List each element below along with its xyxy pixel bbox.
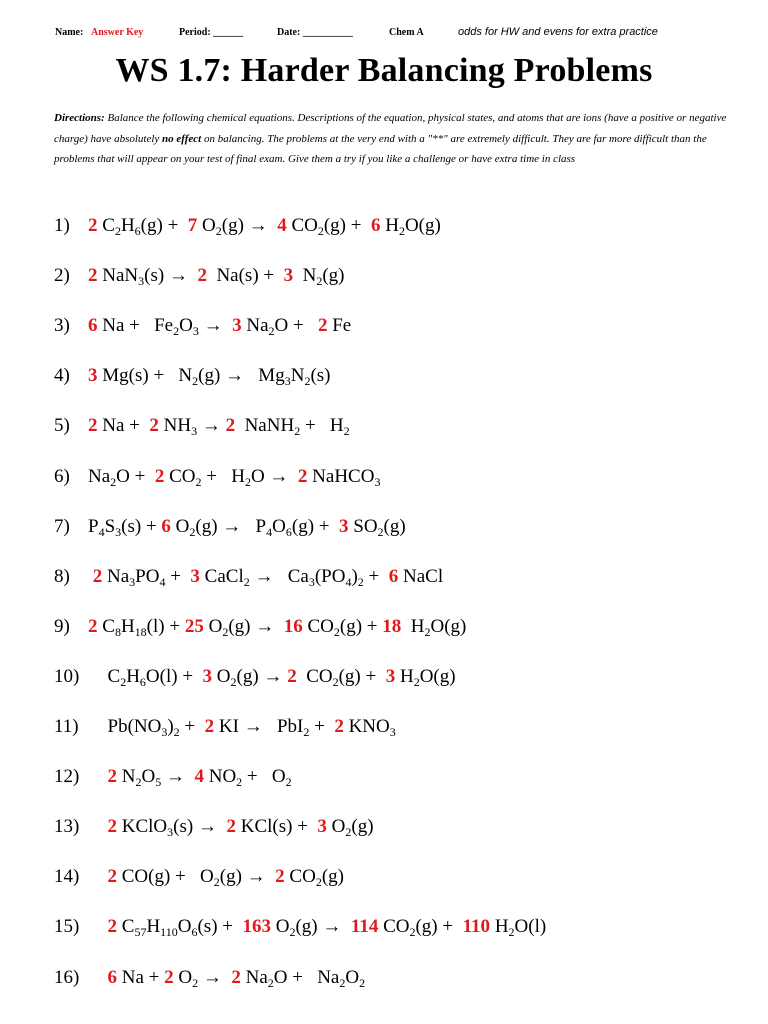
problem-6 bbox=[54, 462, 754, 492]
subscript: 2 bbox=[189, 524, 196, 539]
problem-number: 1) bbox=[54, 215, 70, 236]
formula-text: Na bbox=[240, 966, 268, 988]
coefficient: 3 bbox=[385, 665, 396, 687]
coefficient: 2 bbox=[92, 565, 103, 587]
equation bbox=[88, 566, 443, 587]
problem-1 bbox=[54, 211, 754, 241]
problem-4 bbox=[54, 361, 754, 391]
formula-text: → Ca bbox=[249, 565, 309, 587]
subscript: 4 bbox=[159, 574, 166, 589]
formula-text: (g) → bbox=[295, 916, 351, 938]
formula-text: CO bbox=[296, 665, 333, 687]
formula-text: + bbox=[309, 716, 335, 737]
coefficient: 2 bbox=[88, 615, 98, 637]
coefficient: 2 bbox=[317, 315, 328, 337]
coefficient: 114 bbox=[350, 916, 379, 938]
subscript: 18 bbox=[134, 624, 147, 639]
formula-text: H bbox=[120, 215, 135, 236]
subscript: 2 bbox=[244, 474, 251, 489]
coefficient: 3 bbox=[190, 565, 200, 587]
formula-text: NaNH bbox=[235, 415, 295, 437]
subscript: 6 bbox=[285, 524, 292, 539]
formula-text: O(g) bbox=[419, 665, 456, 687]
formula-text: H bbox=[401, 615, 425, 637]
formula-text bbox=[98, 816, 108, 837]
formula-text: → bbox=[198, 315, 233, 337]
formula-text: O(l) bbox=[514, 916, 547, 938]
formula-text bbox=[98, 766, 108, 787]
problem-2 bbox=[54, 261, 754, 291]
formula-text: (s) → bbox=[173, 816, 227, 838]
formula-text: (l) + bbox=[146, 615, 185, 637]
coefficient: 2 bbox=[297, 465, 308, 487]
subscript: 2 bbox=[377, 524, 384, 539]
coefficient: 2 bbox=[88, 265, 98, 287]
formula-text: KNO bbox=[343, 716, 390, 737]
subscript: 3 bbox=[284, 374, 291, 389]
formula-text: (g) → bbox=[228, 615, 284, 637]
problem-number: 14) bbox=[54, 866, 80, 888]
subscript: 4 bbox=[98, 524, 105, 539]
worksheet-title: WS 1.7: Harder Balancing Problems bbox=[115, 52, 653, 89]
coefficient: 6 bbox=[88, 315, 98, 337]
formula-text: CO bbox=[286, 215, 318, 236]
subscript: 2 bbox=[195, 474, 202, 489]
formula-text: O bbox=[270, 916, 290, 938]
coefficient: 16 bbox=[283, 615, 303, 637]
formula-text: NaN bbox=[97, 265, 139, 287]
formula-text: O bbox=[326, 816, 346, 838]
formula-text: H bbox=[126, 665, 140, 687]
formula-text: (s) + bbox=[121, 515, 162, 537]
subscript: 3 bbox=[161, 725, 168, 739]
equation bbox=[88, 215, 441, 236]
problem-16 bbox=[54, 963, 754, 993]
coefficient: 6 bbox=[370, 215, 381, 236]
formula-text: (g) bbox=[351, 816, 374, 838]
formula-text: O + bbox=[274, 315, 318, 337]
coefficient: 3 bbox=[317, 816, 327, 838]
formula-text: O bbox=[212, 665, 231, 687]
formula-text: KI → PbI bbox=[214, 716, 304, 737]
formula-text: Na(s) + bbox=[206, 265, 284, 287]
formula-text: N bbox=[117, 766, 136, 788]
formula-text: O bbox=[170, 515, 190, 537]
subscript: 2 bbox=[243, 574, 250, 589]
subscript: 3 bbox=[191, 424, 198, 439]
formula-text: O → bbox=[250, 465, 298, 487]
formula-text: CaCl bbox=[199, 565, 244, 587]
formula-text: O bbox=[203, 615, 223, 637]
formula-text: CO bbox=[284, 866, 316, 888]
formula-text: + O bbox=[242, 766, 286, 788]
equation bbox=[98, 766, 292, 790]
subscript: 2 bbox=[345, 825, 352, 840]
problem-12 bbox=[54, 762, 754, 792]
coefficient: 2 bbox=[107, 916, 117, 938]
formula-text: N bbox=[293, 265, 317, 287]
formula-text: (g) bbox=[383, 515, 406, 537]
coefficient: 2 bbox=[287, 665, 297, 687]
coefficient: 2 bbox=[164, 966, 174, 988]
name-label: Name: bbox=[55, 27, 84, 38]
subscript: 2 bbox=[304, 374, 311, 389]
equation bbox=[98, 716, 396, 737]
coefficient: 4 bbox=[277, 215, 287, 236]
formula-text: + H bbox=[300, 415, 344, 437]
coefficient: 25 bbox=[184, 615, 204, 637]
subscript: 57 bbox=[134, 925, 147, 940]
problem-14 bbox=[54, 862, 754, 892]
equation bbox=[88, 516, 406, 537]
coefficient: 6 bbox=[107, 966, 117, 988]
formula-text: + bbox=[165, 565, 191, 587]
formula-text: NaHCO bbox=[307, 465, 375, 487]
coefficient: 110 bbox=[462, 916, 491, 938]
formula-text: O bbox=[345, 966, 360, 988]
problem-number: 13) bbox=[54, 816, 80, 838]
coefficient: 4 bbox=[194, 766, 204, 788]
subscript: 2 bbox=[357, 574, 364, 589]
coefficient: 3 bbox=[339, 515, 349, 537]
subscript: 3 bbox=[115, 524, 122, 539]
formula-text: C bbox=[117, 916, 135, 938]
formula-text: (s) + bbox=[197, 916, 243, 938]
formula-text: KClO bbox=[117, 816, 168, 838]
equation bbox=[98, 666, 456, 687]
subscript: 2 bbox=[236, 775, 243, 790]
formula-text: O(l) + bbox=[145, 665, 203, 687]
directions-emphasis: no effect bbox=[162, 132, 202, 145]
subscript: 6 bbox=[191, 925, 198, 940]
formula-text: ) bbox=[167, 716, 174, 737]
formula-text: (g) + bbox=[323, 215, 371, 236]
formula-text: (g) → bbox=[221, 215, 278, 236]
directions-text-2: on balancing. The problems at the very end with a "**" are extremely difficult. They are far more difficult than the problems that will appear on your test of final exam. Give them a try if you like a challenge or have extra time in class bbox=[54, 132, 707, 165]
formula-text: O bbox=[173, 966, 193, 988]
assignment-note: odds for HW and evens for extra practice bbox=[458, 26, 658, 38]
formula-text: C bbox=[98, 665, 121, 687]
subscript: 4 bbox=[345, 574, 352, 589]
subscript: 2 bbox=[110, 474, 117, 489]
problem-8 bbox=[54, 562, 754, 592]
formula-text: (s) → bbox=[144, 265, 198, 287]
problem-5 bbox=[54, 411, 754, 441]
formula-text: O + Na bbox=[273, 966, 340, 988]
formula-text: H bbox=[120, 615, 135, 637]
subscript: 3 bbox=[129, 574, 136, 589]
formula-text: ) bbox=[351, 565, 358, 587]
subscript: 2 bbox=[359, 975, 366, 990]
coefficient: 2 bbox=[197, 265, 207, 287]
subscript: 2 bbox=[317, 224, 324, 238]
subscript: 2 bbox=[332, 674, 339, 689]
subscript: 6 bbox=[139, 674, 146, 689]
subscript: 2 bbox=[294, 424, 301, 439]
problem-3 bbox=[54, 311, 754, 341]
period-field: Period: ______ bbox=[179, 27, 244, 38]
subscript: 4 bbox=[266, 524, 273, 539]
problem-number: 2) bbox=[54, 265, 70, 287]
subscript: 2 bbox=[316, 274, 323, 289]
formula-text: SO bbox=[348, 515, 378, 537]
formula-text: O bbox=[141, 766, 156, 788]
formula-text: (g) → Mg bbox=[198, 365, 285, 387]
subscript: 5 bbox=[155, 775, 162, 790]
problem-10 bbox=[54, 662, 754, 692]
formula-text: (g) + bbox=[338, 665, 386, 687]
formula-text: CO(g) + O bbox=[117, 866, 214, 888]
subscript: 2 bbox=[339, 975, 346, 990]
formula-text: O(g) bbox=[404, 215, 441, 236]
formula-text: (g) → P bbox=[195, 515, 267, 537]
formula-text: + bbox=[363, 565, 389, 587]
formula-text: → bbox=[197, 415, 226, 437]
coefficient: 3 bbox=[202, 665, 213, 687]
coefficient: 163 bbox=[242, 916, 271, 938]
equation bbox=[88, 466, 380, 487]
formula-text: Fe bbox=[327, 315, 352, 337]
equation bbox=[98, 967, 365, 988]
subscript: 2 bbox=[268, 324, 275, 339]
subscript: 2 bbox=[215, 224, 222, 238]
formula-text: KCl(s) + bbox=[235, 816, 318, 838]
subscript: 2 bbox=[315, 875, 322, 890]
subscript: 2 bbox=[285, 775, 292, 790]
problem-11 bbox=[54, 712, 754, 742]
equation bbox=[98, 866, 344, 890]
coefficient: 2 bbox=[107, 766, 117, 788]
name-value: Answer Key bbox=[91, 27, 144, 38]
equation bbox=[98, 916, 547, 940]
subscript: 2 bbox=[192, 374, 199, 389]
subscript: 2 bbox=[413, 674, 420, 689]
equation bbox=[88, 415, 350, 439]
formula-text: Na bbox=[102, 565, 130, 587]
formula-text: O + bbox=[116, 465, 155, 487]
coefficient: 2 bbox=[225, 415, 236, 437]
formula-text: C bbox=[97, 615, 115, 637]
problem-number: 8) bbox=[54, 565, 70, 587]
subscript: 2 bbox=[173, 725, 180, 739]
formula-text: NaCl bbox=[398, 565, 444, 587]
formula-text: (g) → bbox=[236, 665, 288, 687]
formula-text bbox=[98, 866, 108, 887]
formula-text: C bbox=[97, 215, 115, 236]
problem-number: 7) bbox=[54, 515, 70, 537]
subscript: 3 bbox=[192, 324, 199, 339]
subscript: 2 bbox=[120, 674, 127, 689]
subscript: 3 bbox=[167, 825, 174, 840]
formula-text: H bbox=[380, 215, 399, 236]
coefficient: 2 bbox=[107, 866, 117, 888]
coefficient: 2 bbox=[204, 716, 215, 737]
subscript: 2 bbox=[289, 925, 296, 940]
formula-text: CO bbox=[302, 615, 334, 637]
subscript: 2 bbox=[135, 775, 142, 790]
coefficient: 2 bbox=[88, 215, 98, 236]
subscript: 6 bbox=[134, 224, 141, 238]
formula-text: (g) bbox=[322, 265, 345, 287]
formula-text: NO bbox=[203, 766, 237, 788]
problem-number: 16) bbox=[54, 966, 80, 988]
equation bbox=[88, 616, 466, 637]
subscript: 2 bbox=[114, 224, 121, 238]
subscript: 2 bbox=[303, 725, 310, 739]
problem-number: 5) bbox=[54, 415, 70, 437]
subscript: 2 bbox=[230, 674, 237, 689]
subscript: 2 bbox=[424, 624, 431, 639]
formula-text: NH bbox=[158, 415, 192, 437]
formula-text: (g) + bbox=[140, 215, 188, 236]
coefficient: 18 bbox=[382, 615, 402, 637]
subscript: 2 bbox=[343, 424, 350, 439]
directions-lead: Directions: bbox=[54, 112, 105, 124]
formula-text: → bbox=[198, 966, 232, 988]
subscript: 2 bbox=[213, 875, 220, 890]
formula-text: O bbox=[179, 315, 193, 337]
coefficient: 2 bbox=[231, 966, 241, 988]
subscript: 110 bbox=[160, 925, 178, 940]
formula-text: Na bbox=[88, 465, 111, 487]
date-field: Date: __________ bbox=[277, 27, 353, 38]
subscript: 3 bbox=[374, 474, 381, 489]
problem-13 bbox=[54, 812, 754, 842]
problem-number: 11) bbox=[54, 716, 79, 737]
formula-text: Mg(s) + N bbox=[97, 365, 193, 387]
coefficient: 3 bbox=[88, 365, 98, 387]
formula-text: (s) bbox=[310, 365, 331, 387]
subscript: 3 bbox=[389, 725, 396, 739]
subscript: 2 bbox=[173, 324, 180, 339]
formula-text: Na + bbox=[117, 966, 165, 988]
subscript: 8 bbox=[114, 624, 121, 639]
formula-text: (g) bbox=[321, 866, 344, 888]
formula-text: PO bbox=[135, 565, 160, 587]
formula-text: N bbox=[290, 365, 305, 387]
subscript: 2 bbox=[333, 624, 340, 639]
equation bbox=[88, 365, 331, 389]
formula-text: H bbox=[146, 916, 161, 938]
coefficient: 2 bbox=[149, 415, 159, 437]
formula-text: CO bbox=[164, 465, 196, 487]
problem-number: 10) bbox=[54, 665, 80, 687]
formula-text: O bbox=[177, 916, 192, 938]
subscript: 3 bbox=[308, 574, 315, 589]
formula-text: Na + bbox=[97, 415, 150, 437]
formula-text: (g) + bbox=[339, 615, 383, 637]
formula-text: (g) + bbox=[291, 515, 339, 537]
subscript: 2 bbox=[222, 624, 229, 639]
formula-text bbox=[98, 916, 108, 937]
formula-text: H bbox=[395, 665, 414, 687]
coefficient: 6 bbox=[388, 565, 399, 587]
subscript: 2 bbox=[192, 975, 199, 990]
formula-text: O(g) bbox=[430, 615, 467, 637]
coefficient: 7 bbox=[187, 215, 198, 236]
problem-number: 9) bbox=[54, 615, 70, 637]
formula-text: (g) + bbox=[415, 916, 463, 938]
problem-9 bbox=[54, 612, 754, 642]
directions-text-1: Balance the following chemical equations. Descriptions of the equation, physical states, and atoms that are ions (have a positive or negative charge) have absolutely bbox=[54, 112, 727, 145]
formula-text: + H bbox=[201, 465, 245, 487]
coefficient: 2 bbox=[226, 816, 236, 838]
formula-text: (g) → bbox=[219, 866, 276, 888]
coefficient: 2 bbox=[154, 465, 165, 487]
formula-text bbox=[98, 967, 108, 988]
coefficient: 2 bbox=[275, 866, 285, 888]
problem-number: 6) bbox=[54, 465, 70, 487]
subscript: 2 bbox=[267, 975, 274, 990]
subscript: 2 bbox=[409, 925, 416, 940]
problem-15 bbox=[54, 912, 754, 942]
equation bbox=[88, 315, 352, 339]
coefficient: 2 bbox=[88, 415, 98, 437]
coefficient: 2 bbox=[334, 716, 344, 737]
subscript: 2 bbox=[398, 224, 405, 238]
formula-text: P bbox=[88, 515, 99, 537]
problem-number: 3) bbox=[54, 315, 70, 337]
subscript: 2 bbox=[508, 925, 515, 940]
problem-7 bbox=[54, 512, 754, 542]
coefficient: 6 bbox=[161, 515, 171, 537]
coefficient: 2 bbox=[107, 816, 117, 838]
formula-text: + bbox=[179, 716, 205, 737]
problem-number: 15) bbox=[54, 916, 80, 938]
formula-text: → bbox=[161, 766, 195, 788]
formula-text: CO bbox=[378, 916, 410, 938]
formula-text: Na bbox=[241, 315, 269, 337]
formula-text: O bbox=[197, 215, 216, 236]
formula-text: O bbox=[272, 515, 286, 537]
formula-text: Pb(NO bbox=[98, 716, 162, 737]
coefficient: 3 bbox=[232, 315, 242, 337]
formula-text: (PO bbox=[314, 565, 346, 587]
problem-number: 4) bbox=[54, 365, 70, 387]
equation bbox=[88, 265, 345, 289]
equation bbox=[98, 816, 374, 840]
formula-text: Na + Fe bbox=[97, 315, 174, 337]
subscript: 3 bbox=[138, 274, 145, 289]
formula-text: H bbox=[490, 916, 509, 938]
formula-text: S bbox=[104, 515, 116, 537]
course-label: Chem A bbox=[389, 27, 424, 38]
coefficient: 3 bbox=[283, 265, 294, 287]
problem-number: 12) bbox=[54, 766, 80, 788]
